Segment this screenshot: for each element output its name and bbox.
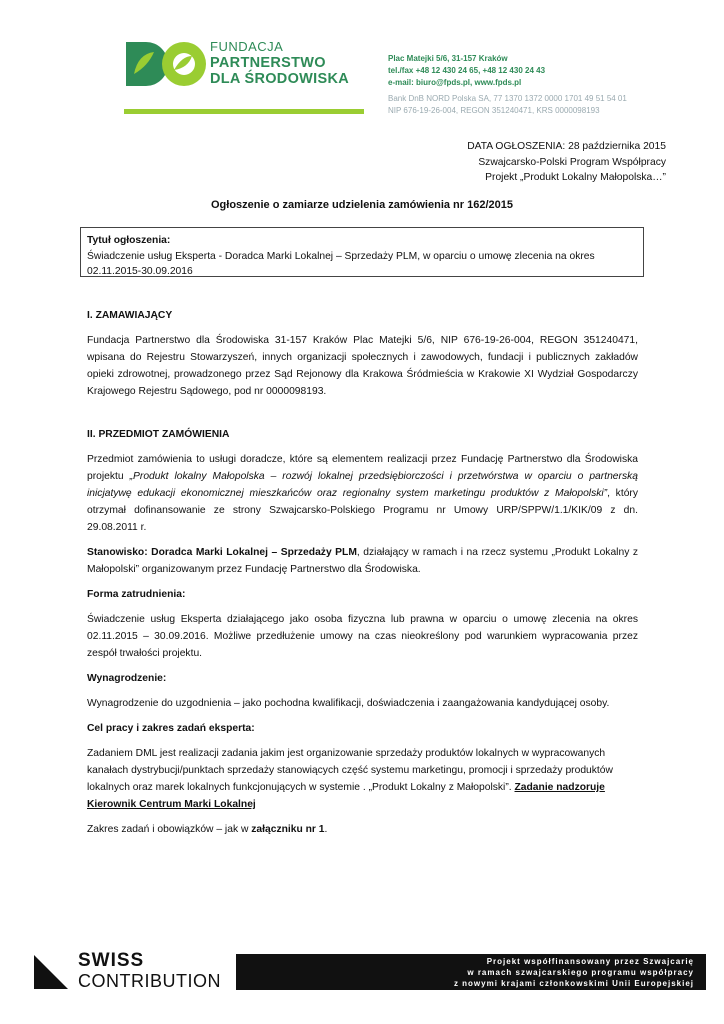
goal-heading: Cel pracy i zakres zadań eksperta: xyxy=(87,723,255,734)
section-1-heading: I. ZAMAWIAJĄCY xyxy=(87,310,173,321)
email: e-mail: biuro@fpds.pl, www.fpds.pl xyxy=(388,78,522,87)
scope-text: Zakres zadań i obowiązków – jak w załączniku nr 1. xyxy=(87,824,328,835)
logo-line-2: PARTNERSTWO xyxy=(210,54,326,71)
footer-banner xyxy=(236,954,706,990)
section-1-text: Fundacja Partnerstwo dla Środowiska 31-157 Kraków Plac Matejki 5/6, NIP 676-19-26-004, REGON 351240471, wpisana do Rejestru Stowarzyszeń, innych organizacji społecznych i zawodowych, fundacji i publicznych zakładów opieki zdrowotnej, prowadzonego przez Sąd Rejonowy dla Krakowa Śródmieścia w Krakowie XI Wydział Gospodarczy Krajowego Rejestru Sądowego, pod nr 0000098193. xyxy=(87,335,638,397)
box-label: Tytuł ogłoszenia: xyxy=(87,235,171,246)
box-text: Świadczenie usług Eksperta - Doradca Marki Lokalnej – Sprzedaży PLM, w oparciu o umowę zlecenia na okres 02.11.2015-30.09.2016 xyxy=(87,250,595,277)
section-2-heading: II. PRZEDMIOT ZAMÓWIENIA xyxy=(87,429,230,440)
announcement-date: DATA OGŁOSZENIA: 28 października 2015 xyxy=(467,141,666,152)
goal-text: Zadaniem DML jest realizacji zadania jakim jest organizowanie sprzedaży produktów lokalnych w wypracowanych kanałach dystrybucji/punktach sprzedaży stanowiących część systemu marketingu, promocji i sprzedaży produktów lokalnych oraz marek lokalnych funkcjonujących w systemie . „Produkt Lokalny z Małopolski”. Zadanie nadzoruje Kierownik Centrum Marki Lokalnej xyxy=(87,748,613,810)
section-2-paragraph-1: Przedmiot zamówienia to usługi doradcze, które są elementem realizacji przez Fundację Partnerstwo dla Środowiska projektu „Produkt lokalny Małopolska – rozwój lokalnej przedsiębiorczości i przetwórstwa w oparciu o partnerską inicjatywę edukacji ekonomicznej mieszkańców oraz regionalny system marketingu produktów z Małopolski”, który otrzymał dofinansowanie ze strony Szwajcarsko-Polskiego Programu nr Umowy URP/SPPW/1.1/KIK/09 z dn. 29.08.2011 r. xyxy=(87,454,638,533)
swiss-contribution-logo xyxy=(78,951,221,990)
header-divider xyxy=(124,109,364,114)
organization-name xyxy=(210,40,349,87)
announcement-meta xyxy=(467,139,666,186)
phone: tel./fax +48 12 430 24 65, +48 12 430 24 43 xyxy=(388,66,546,75)
registry-numbers: NIP 676-19-26-004, REGON 351240471, KRS 0000098193 xyxy=(388,106,600,115)
footer-line-3: z nowymi krajami członkowskimi Unii Europejskiej xyxy=(453,979,694,988)
page-title: Ogłoszenie o zamiarze udzielenia zamówienia nr 162/2015 xyxy=(210,199,513,211)
logo-line-3: DLA ŚRODOWISKA xyxy=(210,70,349,87)
employment-form-text: Świadczenie usług Eksperta działającego jako osoba fizyczna lub prawna w oparciu o umowę zlecenia na okres 02.11.2015 – 30.09.2016. Możliwe przedłużenie umowy na czas nieokreślony pod warunkiem wypracowania przez zespół trwałości projektu. xyxy=(87,614,638,659)
project-name: Projekt „Produkt Lokalny Małopolska…” xyxy=(485,172,666,183)
footer-line-2: w ramach szwajcarskiego programu współpracy xyxy=(467,968,694,977)
position-paragraph: Stanowisko: Doradca Marki Lokalnej – Sprzedaży PLM, działający w ramach i na rzecz systemu „Produkt Lokalny z Małopolski” organizowanym przez Fundację Partnerstwo dla Środowiska. xyxy=(87,547,638,575)
address: Plac Matejki 5/6, 31-157 Kraków xyxy=(388,54,508,63)
swiss-contribution-icon xyxy=(34,955,68,989)
contact-block xyxy=(388,53,627,117)
employment-form-heading: Forma zatrudnienia: xyxy=(87,589,186,600)
bank-account: Bank DnB NORD Polska SA, 77 1370 1372 0000 1701 49 51 54 01 xyxy=(388,94,627,103)
contribution-word: CONTRIBUTION xyxy=(78,971,221,991)
document-body xyxy=(87,307,638,838)
salary-heading: Wynagrodzenie: xyxy=(87,673,167,684)
program-name: Szwajcarsko-Polski Program Współpracy xyxy=(478,156,666,168)
salary-text: Wynagrodzenie do uzgodnienia – jako pochodna kwalifikacji, doświadczenia i zaangażowania kandydującej osoby. xyxy=(87,698,610,709)
logo-line-1: FUNDACJA xyxy=(210,39,284,54)
footer-line-1: Projekt współfinansowany przez Szwajcarię xyxy=(486,957,694,966)
swiss-word: SWISS xyxy=(78,950,145,971)
fundacja-logo-icon xyxy=(124,38,208,90)
announcement-title-box xyxy=(80,227,644,277)
